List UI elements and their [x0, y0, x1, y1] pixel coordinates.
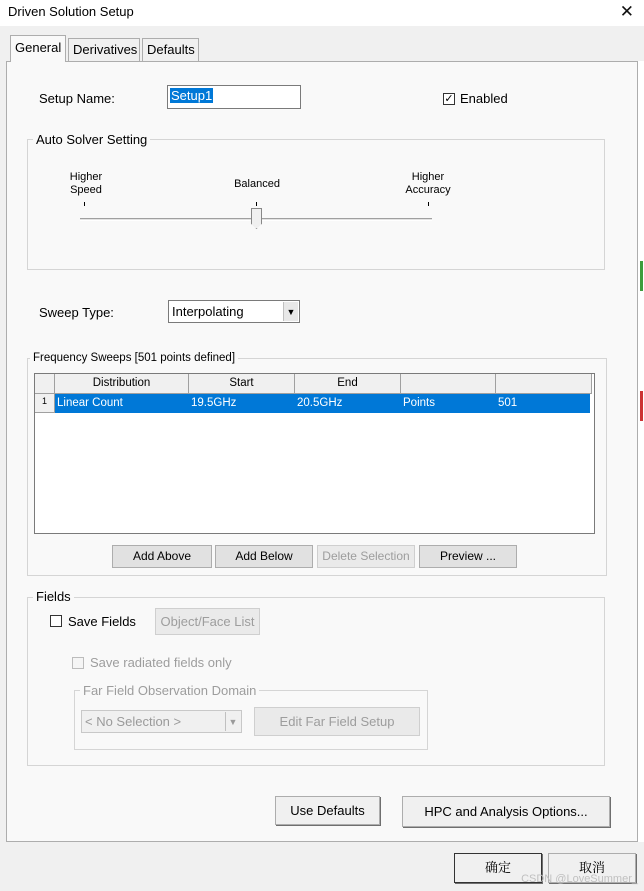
sweep-type-select[interactable] — [168, 300, 300, 323]
add-above-button[interactable]: Add Above — [112, 545, 212, 568]
column-header[interactable] — [496, 374, 592, 394]
column-header[interactable]: Start — [189, 374, 295, 394]
save-fields-label: Save Fields — [68, 614, 136, 629]
preview-button[interactable]: Preview ... — [419, 545, 517, 568]
use-defaults-button[interactable]: Use Defaults — [275, 796, 380, 825]
hpc-analysis-options-button[interactable]: HPC and Analysis Options... — [402, 796, 610, 827]
delete-selection-button[interactable]: Delete Selection — [317, 545, 415, 568]
table-cell[interactable]: 20.5GHz — [297, 397, 343, 409]
far-field-select-value: < No Selection > — [85, 714, 182, 729]
window-title: Driven Solution Setup — [8, 4, 134, 19]
table-cell[interactable]: 501 — [498, 397, 518, 409]
sweeps-table[interactable] — [34, 373, 595, 534]
slider-tick — [428, 202, 429, 206]
slider-tick — [256, 202, 257, 206]
chevron-down-icon[interactable]: ▼ — [283, 302, 298, 321]
watermark: CSDN @LoveSummer_ — [521, 873, 638, 885]
save-radiated-label: Save radiated fields only — [90, 655, 232, 670]
chevron-down-icon[interactable]: ▼ — [225, 712, 240, 731]
column-header[interactable]: End — [295, 374, 401, 394]
column-header[interactable] — [401, 374, 496, 394]
setup-name-label: Setup Name: — [39, 91, 115, 106]
table-corner — [35, 374, 55, 394]
title-bar — [0, 0, 644, 26]
slider-tick — [84, 202, 85, 206]
column-header[interactable]: Distribution — [55, 374, 189, 394]
table-cell[interactable]: Linear Count — [57, 397, 123, 409]
checkmark-icon: ✓ — [444, 93, 454, 105]
row-number[interactable]: 1 — [35, 394, 55, 413]
table-cell[interactable]: Points — [403, 397, 435, 409]
tab-general[interactable] — [10, 35, 66, 62]
enabled-label: Enabled — [460, 91, 508, 106]
far-field-legend: Far Field Observation Domain — [80, 683, 259, 698]
setup-name-input[interactable] — [167, 85, 301, 109]
fields-legend: Fields — [33, 589, 74, 604]
cancel-button[interactable]: 取消 — [548, 853, 636, 883]
slider-label-balanced: Balanced — [234, 178, 280, 190]
tab-derivatives[interactable] — [68, 38, 140, 61]
close-icon[interactable]: ✕ — [619, 2, 634, 21]
object-face-list-button[interactable]: Object/Face List — [155, 608, 260, 635]
setup-name-value: Setup1 — [171, 88, 213, 103]
far-field-select[interactable] — [81, 710, 242, 733]
enabled-checkbox[interactable] — [443, 93, 455, 105]
ok-button[interactable]: 确定 — [454, 853, 542, 883]
auto-solver-legend: Auto Solver Setting — [33, 132, 150, 147]
frequency-sweeps-legend: Frequency Sweeps [501 points defined] — [30, 352, 238, 364]
add-below-button[interactable]: Add Below — [215, 545, 313, 568]
save-radiated-checkbox[interactable] — [72, 657, 84, 669]
sweep-type-value: Interpolating — [172, 304, 244, 319]
save-fields-checkbox[interactable] — [50, 615, 62, 627]
tab-defaults-label: Defaults — [147, 42, 195, 57]
slider-label-accuracy: Higher Accuracy — [405, 171, 451, 196]
sweep-type-label: Sweep Type: — [39, 305, 114, 320]
tab-derivatives-label: Derivatives — [73, 42, 138, 57]
right-edge-strip — [638, 61, 644, 842]
auto-solver-group — [27, 139, 605, 270]
slider-label-speed: Higher Speed — [69, 171, 103, 196]
tab-general-label: General — [15, 40, 62, 55]
tab-defaults[interactable] — [142, 38, 199, 61]
table-cell[interactable]: 19.5GHz — [191, 397, 237, 409]
edit-far-field-button[interactable]: Edit Far Field Setup — [254, 707, 420, 736]
